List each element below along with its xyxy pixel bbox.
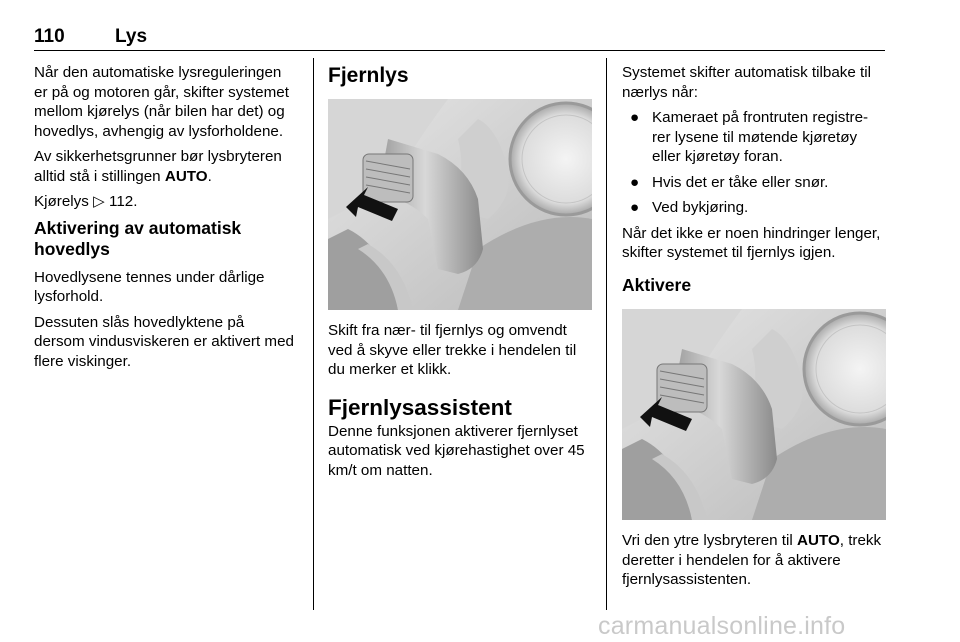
column-1 [34, 63, 298, 377]
auto-label: AUTO [164, 167, 208, 185]
auto-switch-illustration [622, 309, 886, 520]
paragraph: Hovedlysene tennes under dårlige lysforhold. [34, 268, 265, 305]
text: Kameraet på frontruten registre-rer lysene til møtende kjøretøy eller kjøretøy foran. [652, 109, 869, 165]
list-item [622, 198, 886, 218]
page-number: 110 [34, 26, 65, 47]
text: Av sikkerhetsgrunner bør lysbryteren alltid stå i stillingen [34, 148, 282, 185]
page-reference: 112. [109, 193, 138, 210]
bullet-list [622, 108, 886, 218]
text: Hvis det er tåke eller snør. [652, 173, 829, 191]
subsection-heading: Aktivering av automatisk hovedlys [34, 217, 242, 259]
subsection-heading: Aktivere [622, 274, 692, 295]
auto-label: AUTO [797, 532, 840, 549]
column-divider [606, 58, 607, 610]
paragraph: Dessuten slås hovedlyktene på dersom vindusviskeren er aktivert med flere viskinger. [34, 313, 294, 370]
text: Ved bykjøring. [652, 199, 749, 216]
list-item [622, 108, 886, 167]
cross-reference[interactable] [34, 192, 298, 212]
section-heading: Fjernlysassistent [328, 394, 512, 420]
bullet-icon: ● [630, 109, 640, 126]
figure-caption [622, 531, 888, 590]
text: . [207, 167, 212, 185]
text: , trekk deretter i hendelen for å aktivere fjernlysassistenten. [622, 532, 882, 588]
paragraph: Når det ikke er noen hindringer lenger, skifter systemet til fjernlys igjen. [622, 224, 881, 261]
paragraph [34, 147, 298, 186]
column-divider [313, 58, 314, 610]
section-heading: Fjernlys [328, 64, 409, 87]
watermark: carmanualsonline.info [598, 612, 846, 640]
column-2 [328, 63, 592, 97]
column-3-lower [622, 531, 888, 596]
high-beam-stalk-illustration [328, 99, 592, 310]
column-2-lower [328, 321, 594, 486]
page-header [34, 26, 885, 51]
paragraph: Systemet skifter automatisk tilbake til nærlys når: [622, 64, 871, 101]
column-3 [622, 63, 886, 304]
figure-caption: Skift fra nær- til fjernlys og omvendt ved å skyve eller trekke i hendelen til du merker et klikk. [328, 322, 577, 378]
bullet-icon: ● [630, 173, 640, 191]
chapter-title: Lys [115, 26, 148, 47]
reference-arrow-icon: ▷ [93, 193, 105, 210]
text: Vri den ytre lysbryteren til [622, 532, 797, 549]
list-item [622, 173, 886, 193]
paragraph: Når den automatiske lysreguleringen er på og motoren går, skifter systemet mellom kjørelys (når bilen har det) og hovedlys, avhengig av lysforholdene. [34, 64, 289, 140]
text: Kjørelys [34, 193, 94, 210]
paragraph: Denne funksjonen aktiverer fjernlyset automatisk ved kjørehastighet over 45 km/t om natten. [328, 422, 585, 479]
bullet-icon: ● [630, 199, 640, 216]
